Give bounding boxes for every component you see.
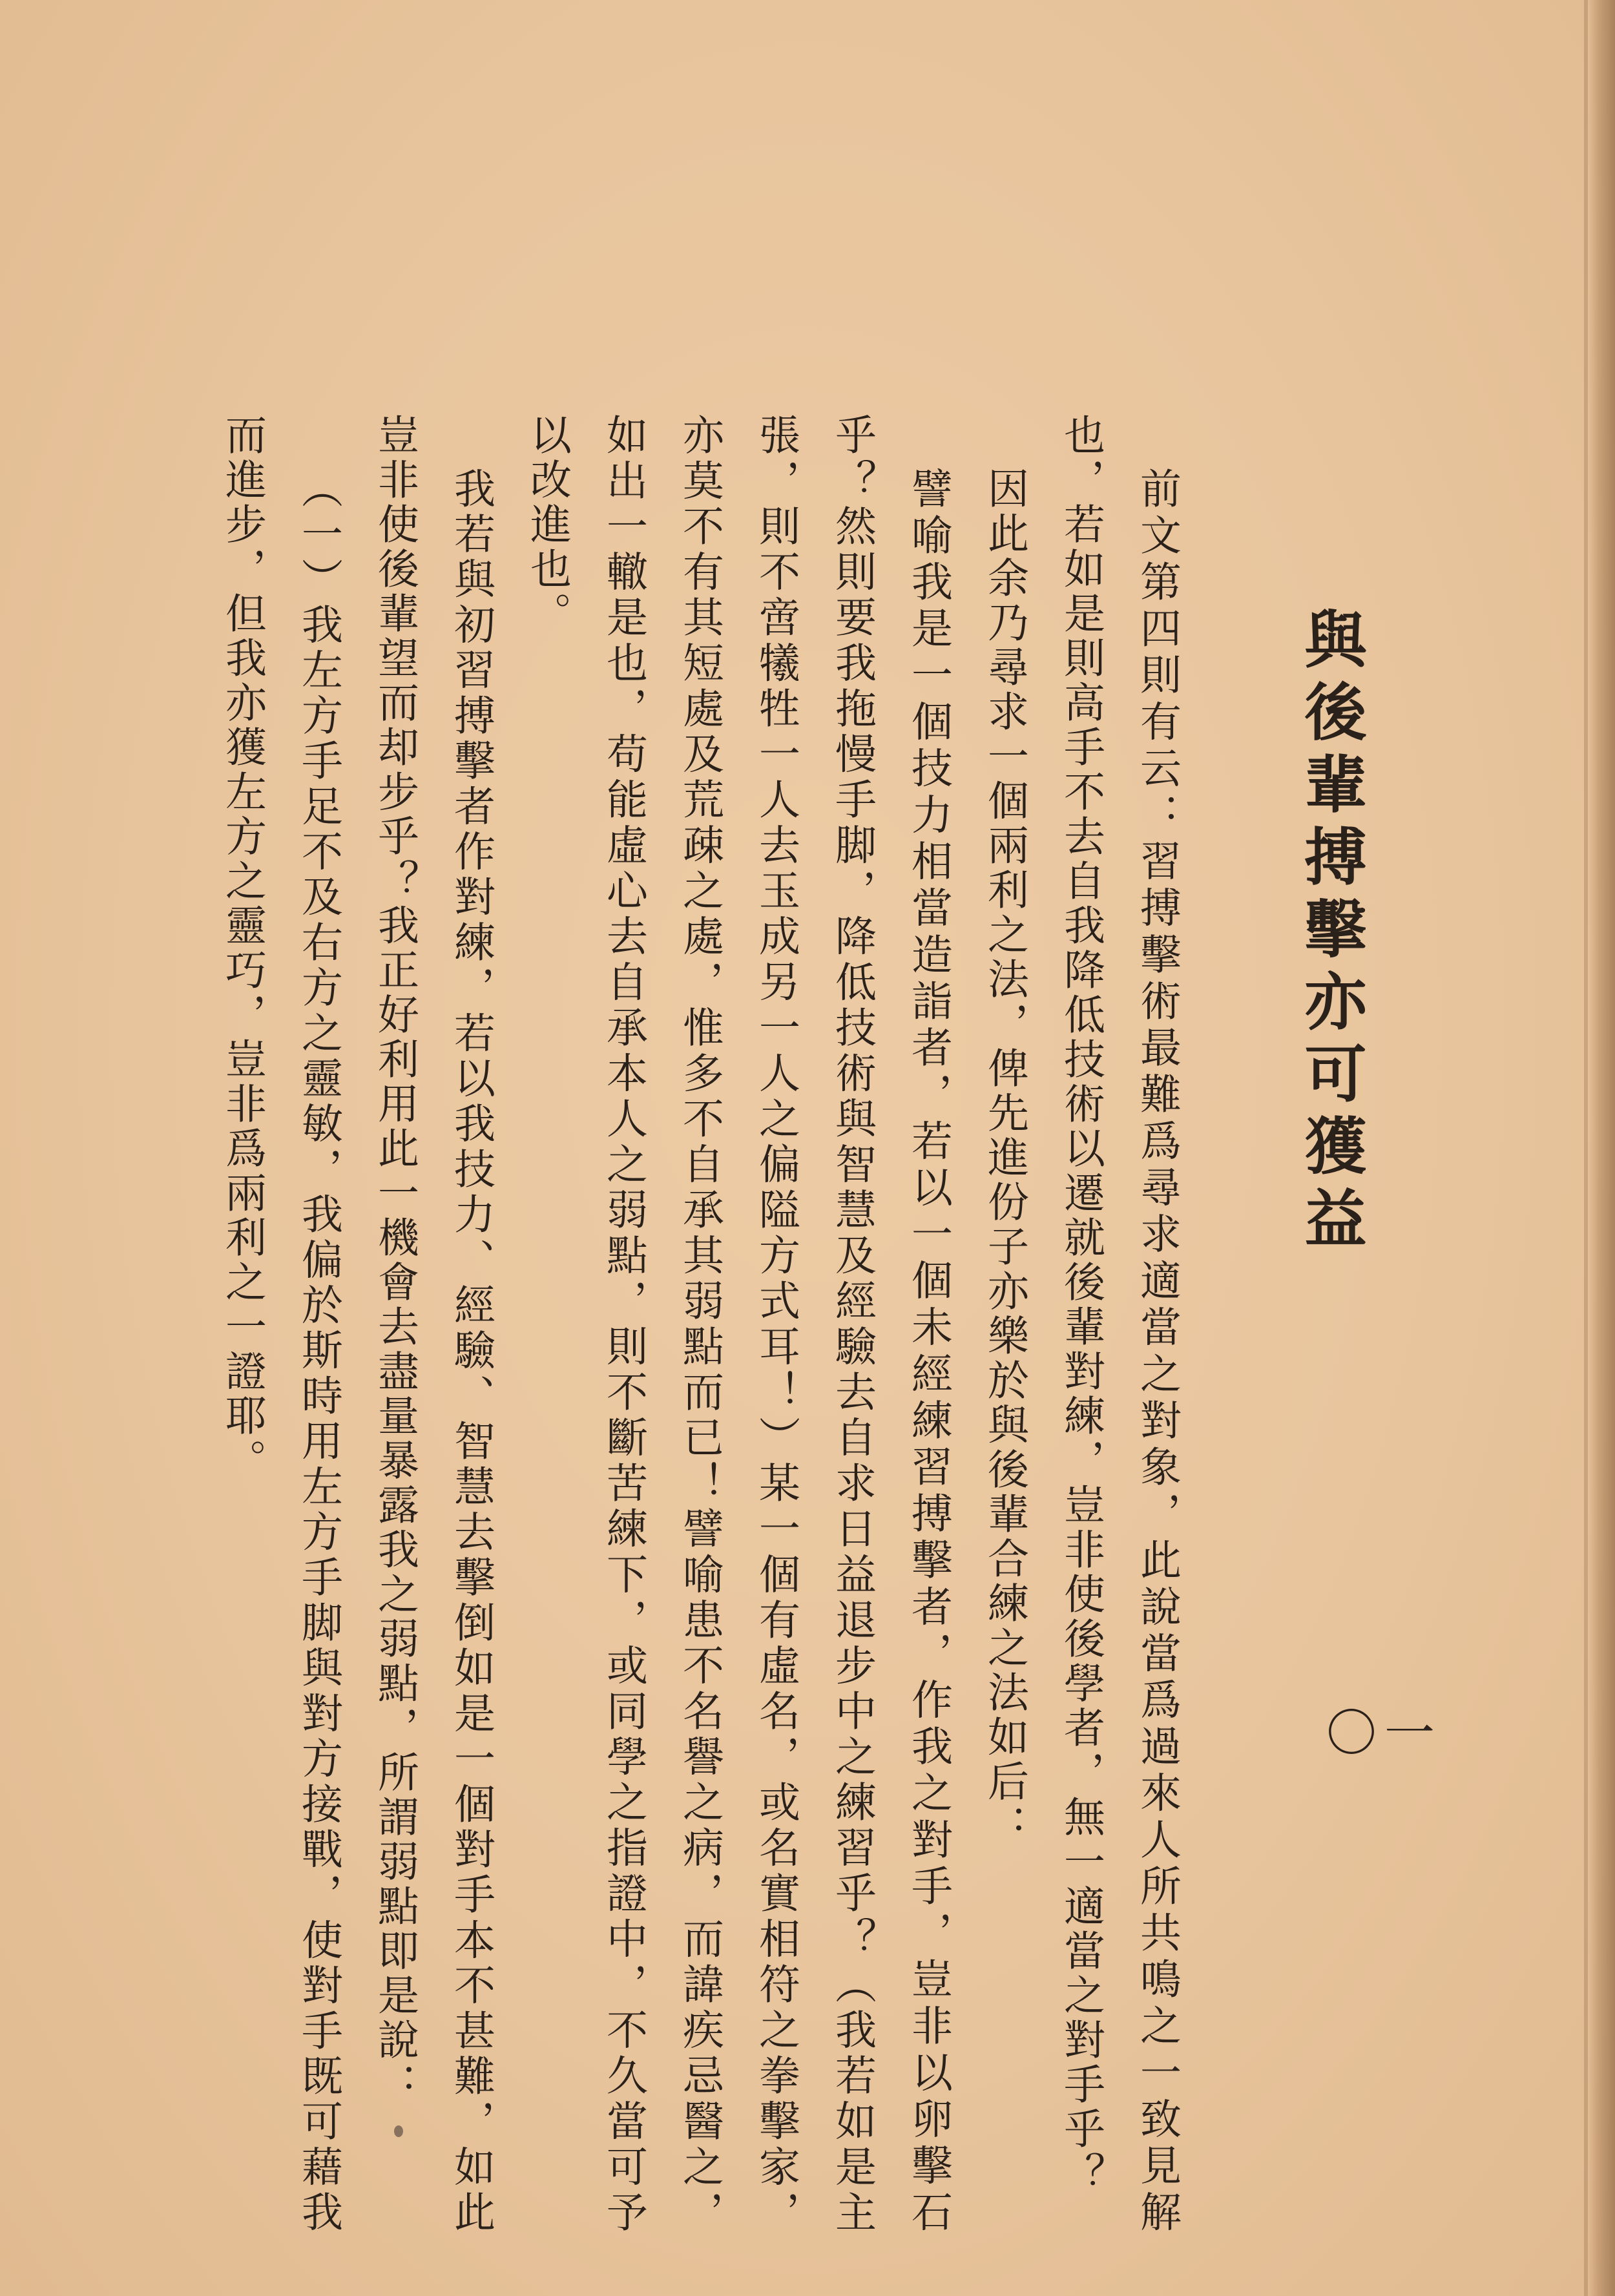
paragraph-4: 我若與初習搏擊者作對練，若以我技力、經驗、智慧去擊倒如是一個對手本不甚難，如此豈非使後輩望而却步乎？我正好利用此一機會去盡量暴露我之弱點，所謂弱點即是說： [371, 413, 495, 2235]
paragraph-5: （一）我左方手足不及右方之靈敏，我偏於斯時用左方手脚與對方接戰，使對手既可藉我而進步，但我亦獲左方之靈巧，豈非爲兩利之一證耶。 [218, 413, 342, 2235]
ink-dot [394, 2125, 403, 2137]
page-fold-shadow [1584, 0, 1588, 2296]
article-body [218, 413, 1370, 2235]
paragraph-2: 因此余乃尋求一個兩利之法，俾先進份子亦樂於與後輩合練之法如后： [981, 467, 1028, 1850]
binding-edge [1588, 0, 1615, 2296]
article-title: 與後輩搏擊亦可獲益 [1295, 607, 1368, 1258]
paragraph-1: 前文第四則有云：習搏擊術最難爲尋求適當之對象，此說當爲過來人所共鳴之一致見解也，若如是則高手不去自我降低技術以遷就後輩對練，豈非使後學者，無一適當之對手乎？ [1057, 413, 1181, 2235]
paragraph-3: 譬喻我是一個技力相當造詣者，若以一個未經練習搏擊者，作我之對手，豈非以卵擊石乎？然則要我拖慢手脚，降低技術與智慧及經驗去自求日益退步中之練習乎？（我若如是主張，則不啻犧牲一人去玉成另一人之偏隘方式耳！）某一個有虛名，或名實相符之拳擊家，亦莫不有其短處及荒疎之處，惟多不自承其弱點而已！譬喻患不名譽之病，而諱疾忌醫之，如出一轍是也，苟能虛心去自承本人之弱點，則不斷苦練下，或同學之指證中，不久當可予以改進也。 [523, 413, 952, 2235]
page-number: 一〇 [1318, 1706, 1434, 1757]
